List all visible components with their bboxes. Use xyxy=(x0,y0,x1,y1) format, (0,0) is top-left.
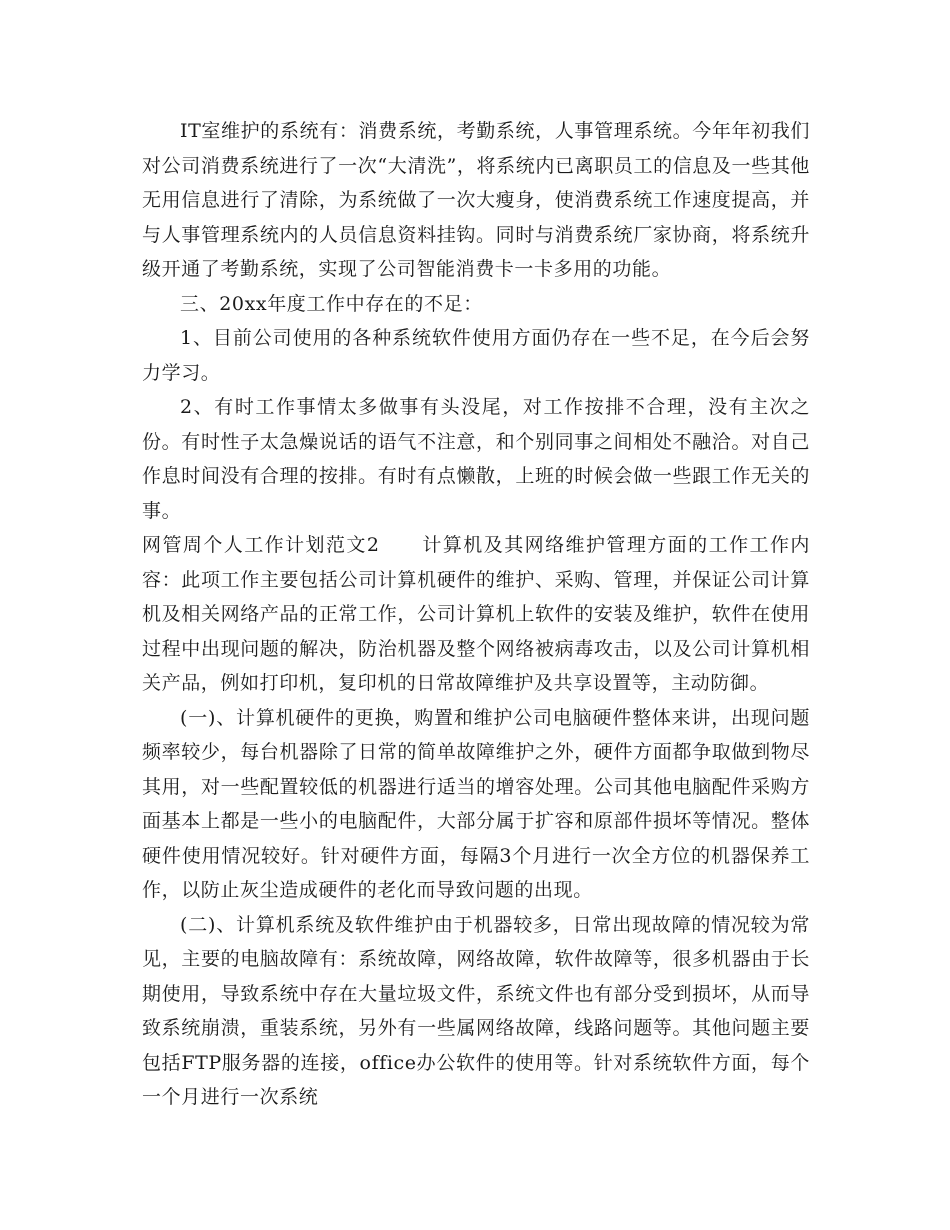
paragraph-hardware: (一)、计算机硬件的更换，购置和维护公司电脑硬件整体来讲，出现问题频率较少，每台机器除了日常的简单故障维护之外，硬件方面都争取做到物尽其用，对一些配置较低的机器进行适当的增容处理。公司其他电脑配件采购方面基本上都是一些小的电脑配件，大部分属于扩容和原部件损坏等情况。整体硬件使用情况较好。针对硬件方面，每隔3个月进行一次全方位的机器保养工作，以防止灰尘造成硬件的老化而导致问题的出现。 xyxy=(142,706,810,901)
document-body xyxy=(142,114,810,1115)
paragraph-it-systems: IT室维护的系统有：消费系统，考勤系统，人事管理系统。今年年初我们对公司消费系统进行了一次“大清洗”，将系统内已离职员工的信息及一些其他无用信息进行了清除，为系统做了一次大瘦身，使消费系统工作速度提高，并与人事管理系统内的人员信息资料挂钩。同时与消费系统厂家协商，将系统升级开通了考勤系统，实现了公司智能消费卡一卡多用的功能。 xyxy=(142,120,810,280)
paragraph-shortcoming-2: 2、有时工作事情太多做事有头没尾，对工作按排不合理，没有主次之份。有时性子太急燥说话的语气不注意，和个别同事之间相处不融洽。对自己作息时间没有合理的按排。有时有点懒散，上班的时候会做一些跟工作无关的事。 xyxy=(142,396,810,522)
paragraph-software: (二)、计算机系统及软件维护由于机器较多，日常出现故障的情况较为常见，主要的电脑故障有：系统故障，网络故障，软件故障等，很多机器由于长期使用，导致系统中存在大量垃圾文件，系统文件也有部分受到损坏，从而导致系统崩溃，重装系统，另外有一些属网络故障，线路问题等。其他问题主要包括FTP服务器的连接，office办公软件的使用等。针对系统软件方面，每个一个月进行一次系统 xyxy=(142,913,810,1108)
paragraph-shortcoming-1: 1、目前公司使用的各种系统软件使用方面仍存在一些不足，在今后会努力学习。 xyxy=(142,327,810,384)
paragraph-plan-body: 计算机及其网络维护管理方面的工作工作内容：此项工作主要包括公司计算机硬件的维护、采购、管理，并保证公司计算机及相关网络产品的正常工作，公司计算机上软件的安装及维护，软件在使用过程中出现问题的解决，防治机器及整个网络被病毒攻击，以及公司计算机相关产品，例如打印机，复印机的日常故障维护及共享设置等，主动防御。 xyxy=(142,534,811,694)
inline-heading-plan-sample: 网管周个人工作计划范文2 xyxy=(142,534,380,556)
section-heading-shortcomings: 三、20xx年度工作中存在的不足： xyxy=(180,292,483,315)
paragraph-plan-sample-2 xyxy=(142,528,810,701)
